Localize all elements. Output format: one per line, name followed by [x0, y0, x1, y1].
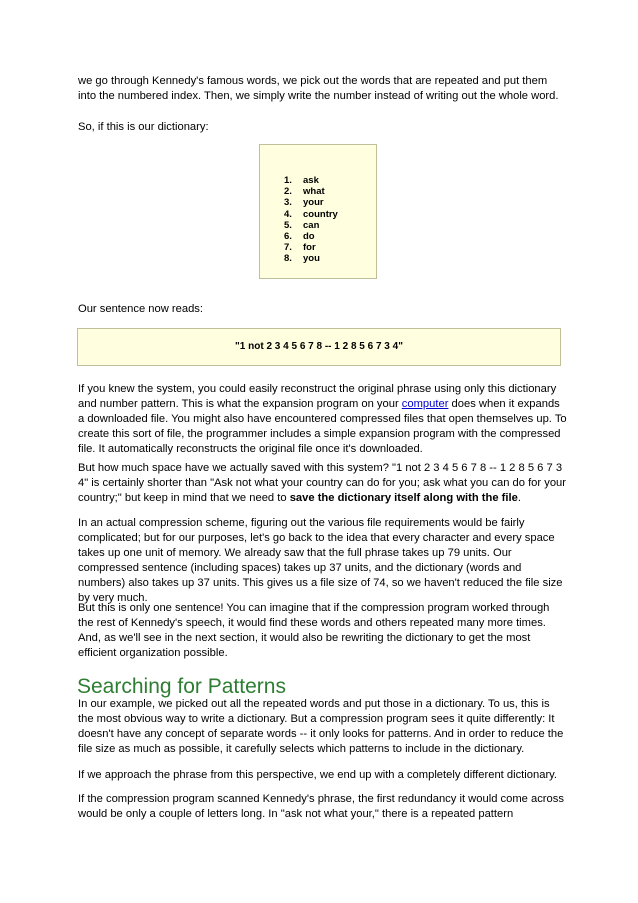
intro-line-1: we go through Kennedy's famous words, we pick out the words that are repeated and put them	[78, 75, 548, 87]
dictionary-entry-word: can	[303, 219, 320, 231]
paragraph-compression-scheme: In an actual compression scheme, figuring out the various file requirements would be fairly complicated; but for our purposes, let's go back to the idea that every character and every space takes up one unit of memory. We already saw that the full phrase takes up 79 units. Our compressed sentence (including spaces) takes up 37 units, and the dictionary (words and numbers) also takes up 37 units. This gives us a file size of 74, so we haven't reduced the file size by very much.	[78, 517, 563, 604]
dictionary-entry-number: 8.	[284, 253, 292, 265]
section-heading: Searching for Patterns	[77, 675, 286, 698]
dictionary-entry-word: do	[303, 231, 315, 243]
dictionary-entry	[284, 220, 338, 231]
dictionary-entry-number: 2.	[284, 186, 292, 198]
dictionary-entry-number: 3.	[284, 197, 292, 209]
dictionary-entry-number: 6.	[284, 231, 292, 243]
dictionary-entry-word: you	[303, 253, 320, 265]
dictionary-entry-word: ask	[303, 175, 319, 186]
paragraph-one-sentence: But this is only one sentence! You can imagine that if the compression program worked through the rest of Kennedy's speech, it would find these words and others repeated many more times. And, as we'll see in the next section, it would also be rewriting the dictionary to get the most efficient organization possible.	[78, 602, 550, 659]
dictionary-entry-number: 7.	[284, 242, 292, 254]
dictionary-entry	[284, 197, 338, 208]
computer-link[interactable]: computer	[401, 398, 449, 410]
dictionary-box	[259, 144, 377, 279]
dictionary-entry	[284, 231, 338, 242]
paragraph-patterns: In our example, we picked out all the repeated words and put those in a dictionary. To us, this is the most obvious way to write a dictionary. But a compression program sees it quite differently: It doesn't have any concept of separate words -- it only looks for patterns. And in order to reduce the file size as much as possible, it carefully selects which patterns to include in the dictionary.	[78, 698, 564, 755]
para1-text-b: does when it expands a downloaded file. You might also have encountered compressed files that open themselves up. To create this sort of file, the programmer includes a simple expansion program with the compressed file. It automatically reconstructs the original file once it's downloaded.	[78, 398, 567, 455]
dictionary-entry-number: 4.	[284, 208, 292, 220]
para2-text-b: .	[517, 492, 521, 504]
dictionary-entry-word: what	[303, 186, 325, 198]
encoded-sentence-box	[77, 328, 561, 366]
encoded-sentence: "1 not 2 3 4 5 6 7 8 -- 1 2 8 5 6 7 3 4"	[235, 341, 403, 352]
paragraph-space-saved	[78, 461, 568, 506]
intro-paragraph	[78, 74, 568, 104]
dictionary-entry-word: country	[303, 208, 338, 220]
paragraph-redundancy: If the compression program scanned Kennedy's phrase, the first redundancy it would come across would be only a couple of letters long. In "ask not what your," there is a repeated pattern	[78, 793, 564, 820]
dictionary-entry	[284, 186, 338, 197]
dictionary-entry-number: 1.	[284, 175, 292, 186]
para2-text-a: But how much space have we actually saved with this system? "1 not 2 3 4 5 6 7 8 -- 1 2 8 5 6 7 3 4" is certainly shorter than "Ask not what your country can do for you; ask what you can do for your country;" but keep in mind that we need to	[78, 462, 567, 504]
sentence-lead: Our sentence now reads:	[78, 303, 203, 315]
dictionary-list	[284, 175, 338, 265]
intro-line-2: into the numbered index. Then, we simply write the number instead of writing out the whole word.	[78, 90, 559, 102]
dictionary-entry	[284, 175, 338, 186]
paragraph-perspective: If we approach the phrase from this perspective, we end up with a completely different dictionary.	[78, 769, 558, 781]
paragraph-expansion	[78, 382, 568, 457]
dictionary-entry-number: 5.	[284, 219, 292, 231]
para2-bold: save the dictionary itself along with the file	[289, 492, 518, 504]
dictionary-entry-word: your	[303, 197, 324, 209]
dictionary-entry	[284, 253, 338, 264]
para1-text-a: If you knew the system, you could easily reconstruct the original phrase using only this dictionary and number pattern. This is what the expansion program on your	[78, 383, 557, 410]
dictionary-entry-word: for	[303, 242, 316, 254]
dictionary-entry	[284, 209, 338, 220]
dictionary-entry	[284, 242, 338, 253]
dictionary-lead: So, if this is our dictionary:	[78, 121, 209, 133]
